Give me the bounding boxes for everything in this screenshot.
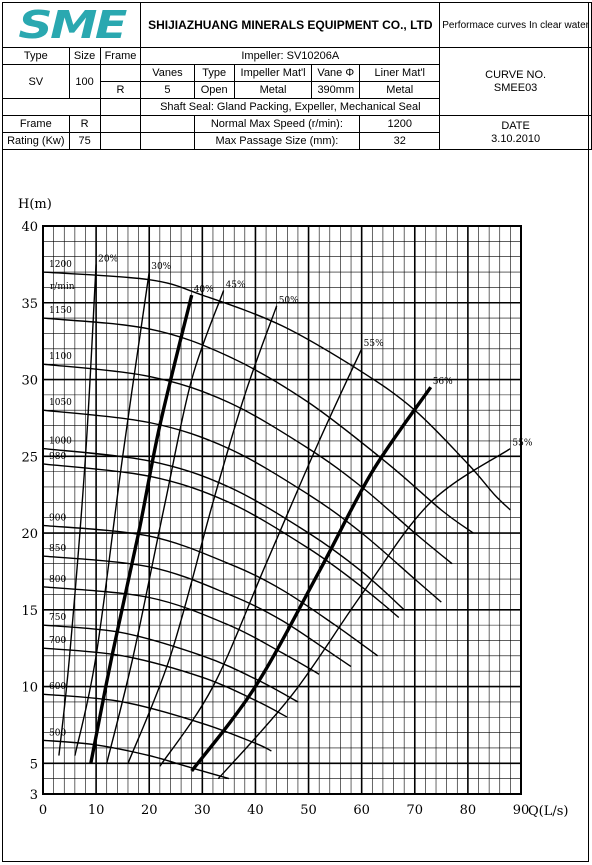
efficiency-curve-label: 56% — [432, 377, 453, 388]
vane-diameter-value: 390mm — [312, 82, 360, 99]
y-tick-label: 5 — [29, 757, 38, 773]
x-tick-label: 40 — [247, 803, 264, 818]
efficiency-curve-label: 50% — [278, 295, 299, 306]
efficiency-curve-line — [160, 349, 362, 767]
shaft-seal: Shaft Seal: Gland Packing, Expeller, Mechanical Seal — [141, 99, 440, 116]
x-tick-label: 60 — [353, 803, 370, 818]
speed-curve-label: 600 — [49, 682, 67, 693]
x-tick-label: 10 — [87, 803, 105, 818]
date-value: 3.10.2010 — [491, 132, 541, 145]
efficiency-curve-label: 40% — [193, 285, 214, 296]
speed-curve-line — [43, 648, 287, 717]
y-tick-label: 25 — [21, 450, 38, 466]
speed-curve-label: 1200 — [49, 260, 72, 271]
date-label: DATE — [501, 119, 530, 132]
rating-label: Rating (Kw) — [3, 133, 70, 150]
size-value: 100 — [69, 65, 100, 99]
y-tick-label: 3 — [29, 788, 38, 803]
frame2-label: Frame — [3, 116, 70, 133]
x-tick-label: 50 — [300, 803, 317, 818]
y-tick-label: 20 — [21, 527, 38, 543]
impeller-type-label: Type — [194, 65, 234, 82]
speed-curve-label: 700 — [49, 636, 67, 647]
y-axis-label: H(m) — [18, 197, 52, 212]
impeller-type-value: Open — [194, 82, 234, 99]
type-label: Type — [3, 48, 70, 65]
speed-curve-label: 850 — [49, 544, 67, 555]
vane-diameter-label: Vane Φ — [312, 65, 360, 82]
efficiency-curve-label: 55% — [512, 438, 533, 449]
performance-note: Performace curves In clear water — [440, 3, 592, 48]
speed-curve-label: 1050 — [49, 398, 72, 409]
max-passage-label: Max Passage Size (mm): — [194, 133, 360, 150]
frame-label: Frame — [100, 48, 141, 65]
max-speed-value: 1200 — [360, 116, 440, 133]
max-speed-label: Normal Max Speed (r/min): — [194, 116, 360, 133]
efficiency-curve-line — [218, 449, 510, 779]
liner-material-value: Metal — [360, 82, 440, 99]
speed-curve-label: 800 — [49, 574, 67, 585]
type-value: SV — [3, 65, 70, 99]
x-tick-label: 30 — [194, 803, 211, 818]
y-tick-label: 10 — [21, 680, 38, 696]
speed-unit-label: r/min — [50, 282, 75, 292]
curve-no-value: SMEE03 — [493, 81, 538, 94]
x-tick-label: 80 — [459, 803, 477, 818]
efficiency-curve-label: 45% — [225, 280, 246, 291]
x-tick-label: 0 — [38, 803, 48, 818]
speed-curve-label: 500 — [49, 728, 67, 739]
company-name: SHIJIAZHUANG MINERALS EQUIPMENT CO., LTD — [141, 3, 440, 48]
y-tick-label: 40 — [21, 220, 38, 235]
company-logo: SME — [3, 3, 141, 48]
efficiency-curve-line — [75, 272, 149, 755]
speed-curve-label: 1150 — [49, 306, 72, 317]
x-axis-label: Q(L/s) — [528, 804, 569, 819]
x-tick-label: 90 — [512, 803, 530, 818]
liner-material-label: Liner Mat'l — [360, 65, 440, 82]
efficiency-curve-label: 55% — [363, 338, 384, 349]
efficiency-curve-line — [91, 295, 192, 763]
y-tick-label: 30 — [21, 373, 38, 389]
y-tick-label: 35 — [21, 296, 38, 312]
speed-curve-label: 980 — [49, 451, 67, 462]
max-passage-value: 32 — [360, 133, 440, 150]
size-label: Size — [69, 48, 100, 65]
speed-curve-label: 1100 — [49, 352, 72, 363]
rating-value: 75 — [69, 133, 100, 150]
efficiency-curve-label: 30% — [151, 262, 172, 273]
curve-no-label: CURVE NO. — [485, 68, 547, 81]
vanes-value: 5 — [141, 82, 194, 99]
frame2-value: R — [69, 116, 100, 133]
speed-curve-line — [43, 410, 441, 602]
speed-curve-label: 1000 — [49, 436, 72, 447]
x-tick-label: 20 — [140, 803, 158, 818]
chart-grid — [43, 226, 521, 794]
impeller-model: Impeller: SV10206A — [141, 48, 440, 65]
frame-value: R — [100, 82, 141, 99]
vanes-label: Vanes — [141, 65, 194, 82]
impeller-material-value: Metal — [234, 82, 312, 99]
impeller-material-label: Impeller Mat'l — [234, 65, 312, 82]
speed-curve-label: 750 — [49, 613, 67, 624]
efficiency-curve-label: 20% — [98, 254, 119, 265]
plot-frame — [43, 226, 521, 794]
speed-curve-label: 900 — [49, 513, 67, 524]
y-tick-label: 15 — [21, 603, 38, 619]
x-tick-label: 70 — [406, 803, 424, 818]
